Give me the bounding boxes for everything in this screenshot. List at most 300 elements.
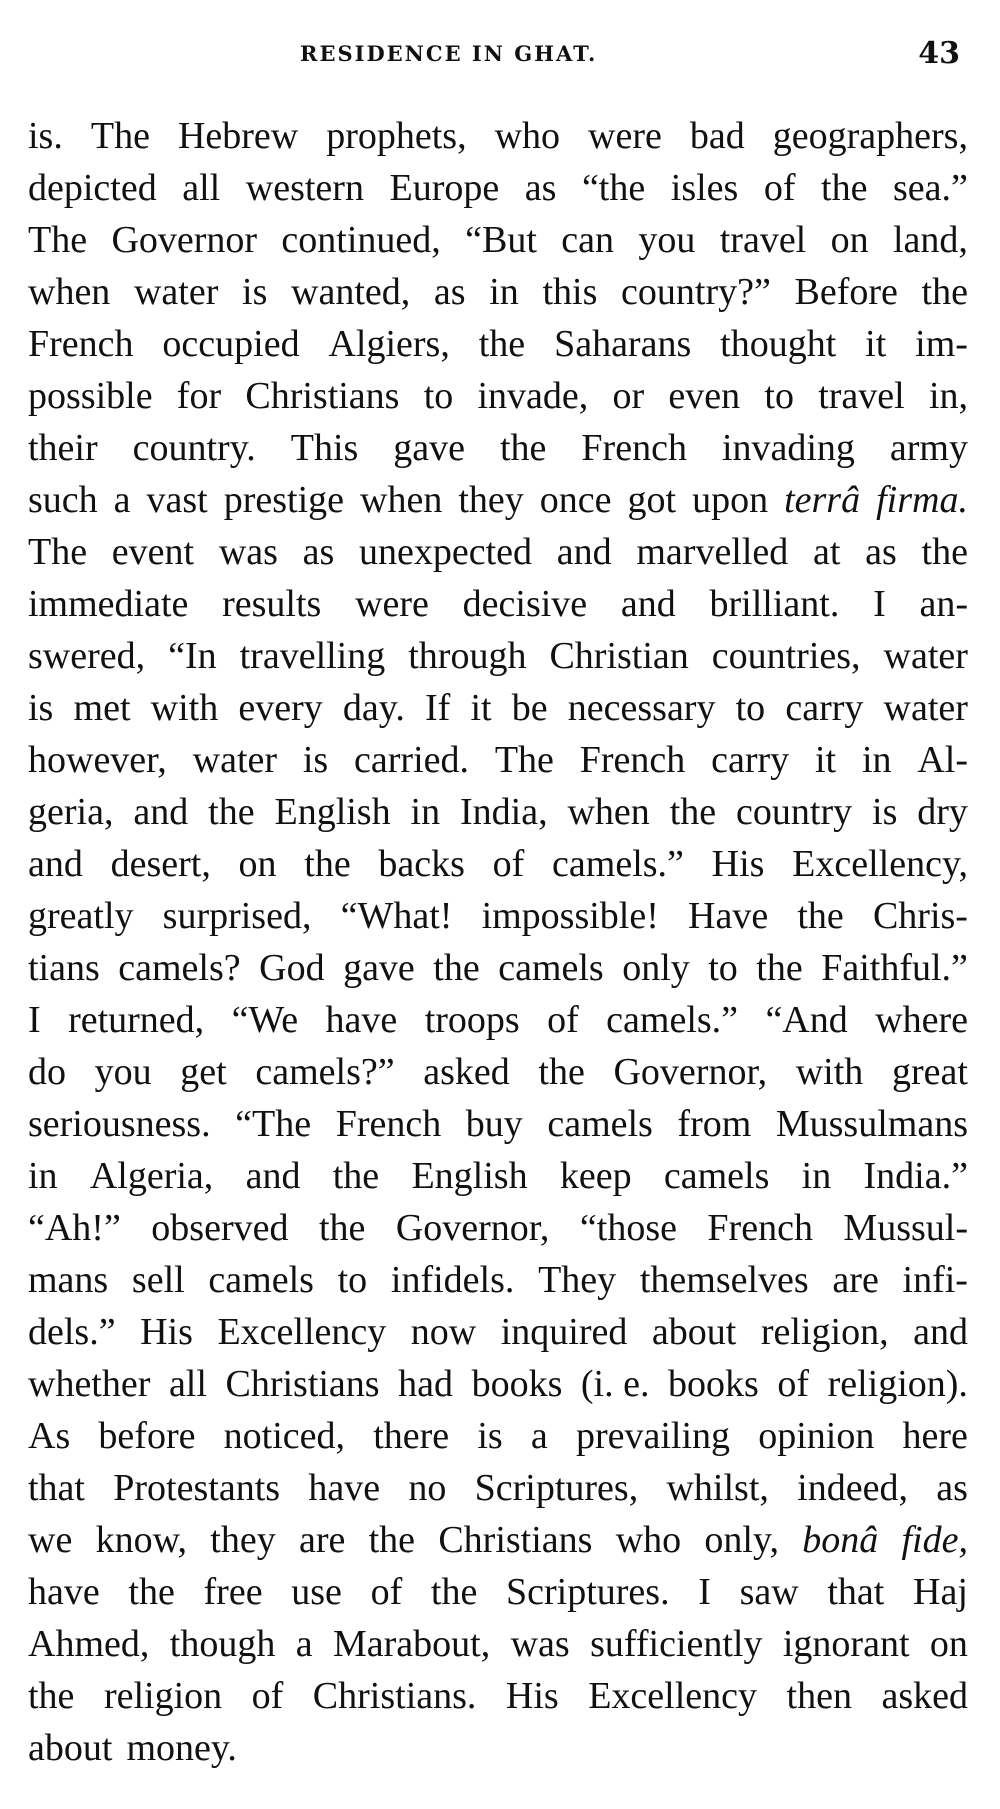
word: backs: [378, 843, 465, 885]
word: invade,: [477, 375, 589, 417]
word: money.: [126, 1727, 237, 1769]
text-line: [28, 1098, 968, 1150]
word: This: [290, 427, 359, 469]
word: water: [133, 271, 219, 313]
word: country.: [132, 427, 256, 469]
word: however,: [28, 739, 167, 781]
word: tians: [28, 947, 100, 989]
word: camels?: [118, 947, 241, 989]
word: in: [489, 271, 519, 313]
word: are: [832, 1259, 879, 1301]
word: camels: [547, 1103, 653, 1145]
word: camels?”: [255, 1051, 395, 1093]
word: sell: [131, 1259, 185, 1301]
word: im-: [915, 323, 968, 365]
word: the: [368, 1519, 416, 1561]
text-line: [28, 838, 968, 890]
text-line: [28, 1514, 968, 1566]
word: prestige: [223, 479, 345, 521]
word: Have: [688, 895, 769, 937]
word: the: [756, 947, 803, 989]
text-line: [28, 110, 968, 162]
word: French: [28, 323, 134, 365]
word: the: [921, 271, 968, 313]
word: India.”: [863, 1155, 968, 1197]
word: immediate: [28, 583, 189, 625]
word: observed: [151, 1207, 289, 1249]
word: If: [424, 687, 451, 729]
word: India,: [459, 791, 548, 833]
text-line: [28, 1410, 968, 1462]
word: mans: [28, 1259, 109, 1301]
word: to: [337, 1259, 368, 1301]
word: is: [242, 271, 268, 313]
word: religion: [103, 1675, 223, 1717]
word: of: [251, 1675, 284, 1717]
word: the: [128, 1571, 175, 1613]
text-line: [28, 422, 968, 474]
word: as: [302, 531, 335, 573]
word: water: [192, 739, 278, 781]
text-line: [28, 630, 968, 682]
word: prophets,: [326, 115, 467, 157]
text-line: [28, 1566, 968, 1618]
word: books: [668, 1363, 759, 1405]
text-line: [28, 162, 968, 214]
word: camels.”: [606, 999, 739, 1041]
word: travel: [719, 219, 807, 261]
word: dry: [917, 791, 968, 833]
word: once: [539, 479, 612, 521]
word: do: [28, 1051, 66, 1093]
word: religion,: [760, 1311, 889, 1353]
word: in: [801, 1155, 832, 1197]
word: They: [538, 1259, 617, 1301]
text-line: [28, 1618, 968, 1670]
word: water: [883, 687, 968, 729]
word: on: [238, 843, 277, 885]
word: met: [73, 687, 131, 729]
word: got: [627, 479, 677, 521]
word: the: [500, 427, 547, 469]
text-line: [28, 266, 968, 318]
word: Saharans: [554, 323, 692, 365]
word: whilst,: [666, 1467, 769, 1509]
word: troops: [424, 999, 520, 1041]
word: carry: [785, 687, 864, 729]
word: sufficiently: [590, 1623, 763, 1665]
word: the: [821, 167, 868, 209]
word: though: [169, 1623, 276, 1665]
word: dels.”: [28, 1311, 116, 1353]
word: asked: [423, 1051, 510, 1093]
word: can: [561, 219, 615, 261]
word: be: [511, 687, 548, 729]
word: His: [505, 1675, 559, 1717]
word: who: [494, 115, 561, 157]
word: “the: [581, 167, 646, 209]
word: possible: [28, 375, 153, 417]
word: camels.”: [552, 843, 684, 885]
word: Protestants: [113, 1467, 281, 1509]
word: I: [28, 999, 41, 1041]
word: I: [698, 1571, 711, 1613]
word: a: [530, 1415, 548, 1457]
word: the: [433, 947, 480, 989]
word: and: [620, 583, 676, 625]
word: was: [510, 1623, 570, 1665]
word: the: [332, 1155, 380, 1197]
word: about: [651, 1311, 737, 1353]
word: sea.”: [893, 167, 968, 209]
word: Mussul-: [843, 1207, 968, 1249]
word: no: [408, 1467, 447, 1509]
word: camels: [208, 1259, 314, 1301]
word: camels: [498, 947, 604, 989]
word: Algiers,: [328, 323, 450, 365]
word: the: [669, 791, 717, 833]
word: the: [28, 1675, 75, 1717]
word: Algeria,: [89, 1155, 214, 1197]
word: Al-: [917, 739, 968, 781]
word: an-: [919, 583, 968, 625]
word: even: [668, 375, 741, 417]
word: “Ah!”: [28, 1207, 121, 1249]
word: of: [763, 167, 796, 209]
word: The: [28, 531, 88, 573]
word: geographers,: [772, 115, 968, 157]
word: we: [28, 1519, 73, 1561]
word: country: [736, 791, 853, 833]
word: French: [579, 739, 686, 781]
word: brilliant.: [709, 583, 840, 625]
word: Scriptures,: [474, 1467, 639, 1509]
word: here: [902, 1415, 968, 1457]
word: the: [208, 791, 255, 833]
word: (i. e.: [580, 1363, 650, 1405]
word: Marabout,: [332, 1623, 491, 1665]
word: day.: [342, 687, 405, 729]
word: have: [308, 1467, 381, 1509]
word: Christians.: [312, 1675, 477, 1717]
word: religion).: [827, 1363, 968, 1405]
word: as: [524, 167, 557, 209]
word: wanted,: [291, 271, 411, 313]
word: impossible!: [481, 895, 659, 937]
word: for: [176, 375, 222, 417]
word: know,: [95, 1519, 188, 1561]
word: infi-: [902, 1259, 968, 1301]
word: use: [291, 1571, 342, 1613]
word: there: [373, 1415, 450, 1457]
word: isles: [670, 167, 739, 209]
word: only,: [704, 1519, 779, 1561]
word: Hebrew: [177, 115, 299, 157]
word: gave: [343, 947, 415, 989]
word: carry: [711, 739, 790, 781]
word: prevailing: [575, 1415, 731, 1457]
word: The: [494, 739, 554, 781]
word: it: [865, 323, 887, 365]
word: inquired: [500, 1311, 628, 1353]
word: of: [777, 1363, 810, 1405]
word: fide,: [901, 1519, 968, 1561]
word: camels: [663, 1155, 770, 1197]
text-line: [28, 942, 968, 994]
text-line: [28, 526, 968, 578]
word: their: [28, 427, 98, 469]
word: English: [411, 1155, 528, 1197]
word: surprised,: [162, 895, 312, 937]
word: as: [433, 271, 466, 313]
word: Christians: [245, 375, 400, 417]
word: you: [94, 1051, 152, 1093]
word: who: [615, 1519, 682, 1561]
word: Haj: [913, 1571, 968, 1613]
text-line: [28, 1254, 968, 1306]
word: keep: [559, 1155, 632, 1197]
word: French: [335, 1103, 442, 1145]
word: in,: [928, 375, 968, 417]
word: to: [735, 687, 766, 729]
word: you: [638, 219, 696, 261]
body-text: [28, 110, 968, 1774]
word: Governor,: [613, 1051, 768, 1093]
word: buy: [465, 1103, 523, 1145]
word: from: [677, 1103, 752, 1145]
word: As: [28, 1415, 71, 1457]
word: vast: [146, 479, 208, 521]
word: country?”: [621, 271, 771, 313]
word: are: [298, 1519, 346, 1561]
word: travelling: [239, 635, 386, 677]
word: asked: [881, 1675, 968, 1717]
text-line: [28, 370, 968, 422]
word: is: [477, 1415, 503, 1457]
text-line: [28, 318, 968, 370]
word: results: [222, 583, 322, 625]
word: carried.: [354, 739, 470, 781]
word: “In: [168, 635, 217, 677]
word: is: [302, 739, 329, 781]
word: a: [295, 1623, 313, 1665]
word: army: [889, 427, 968, 469]
word: the: [797, 895, 844, 937]
word: through: [408, 635, 527, 677]
word: before: [98, 1415, 196, 1457]
text-line: [28, 1670, 968, 1722]
word: infidels.: [390, 1259, 515, 1301]
word: when: [567, 791, 650, 833]
word: such: [28, 479, 98, 521]
word: when: [360, 479, 443, 521]
word: where: [875, 999, 968, 1041]
word: and: [245, 1155, 301, 1197]
word: all: [168, 1363, 207, 1405]
word: free: [203, 1571, 263, 1613]
word: seriousness.: [28, 1103, 211, 1145]
word: travel: [818, 375, 905, 417]
word: that: [827, 1571, 885, 1613]
word: to: [708, 947, 738, 989]
text-line: [28, 214, 968, 266]
word: land,: [892, 219, 968, 261]
word: the: [318, 1207, 366, 1249]
word: bad: [689, 115, 745, 157]
word: every: [238, 687, 323, 729]
word: water: [883, 635, 968, 677]
word: is.: [28, 115, 63, 157]
word: with: [795, 1051, 864, 1093]
word: a: [113, 479, 131, 521]
word: was: [218, 531, 278, 573]
word: have: [28, 1571, 100, 1613]
word: it: [814, 739, 837, 781]
word: occupied: [162, 323, 300, 365]
word: “The: [235, 1103, 312, 1145]
word: upon: [692, 479, 769, 521]
word: invading: [721, 427, 855, 469]
word: that: [28, 1467, 85, 1509]
word: then: [786, 1675, 852, 1717]
text-line: [28, 578, 968, 630]
word: The: [90, 115, 150, 157]
word: it: [470, 687, 492, 729]
word: necessary: [567, 687, 716, 729]
text-line: [28, 1150, 968, 1202]
text-line: [28, 890, 968, 942]
word: swered,: [28, 635, 146, 677]
word: only: [622, 947, 690, 989]
word: Excellency: [588, 1675, 758, 1717]
word: The: [28, 219, 88, 261]
word: in: [410, 791, 441, 833]
word: great: [891, 1051, 968, 1093]
word: to: [764, 375, 794, 417]
word: and: [913, 1311, 968, 1353]
word: get: [180, 1051, 227, 1093]
text-line: [28, 682, 968, 734]
word: greatly: [28, 895, 134, 937]
word: thought: [720, 323, 837, 365]
word: of: [547, 999, 579, 1041]
word: about: [28, 1727, 113, 1769]
word: as: [936, 1467, 968, 1509]
word: they: [458, 479, 524, 521]
word: Before: [794, 271, 898, 313]
text-line: [28, 1358, 968, 1410]
text-line: [28, 734, 968, 786]
word: were: [588, 115, 662, 157]
word: on: [929, 1623, 968, 1665]
word: decisive: [462, 583, 588, 625]
running-title: RESIDENCE IN GHAT.: [300, 41, 598, 66]
word: now: [410, 1311, 477, 1353]
word: “But: [465, 219, 537, 261]
word: and: [556, 531, 612, 573]
text-line: [28, 1306, 968, 1358]
word: the: [538, 1051, 585, 1093]
word: this: [542, 271, 598, 313]
word: with: [150, 687, 219, 729]
word: Chris-: [872, 895, 968, 937]
word: indeed,: [797, 1467, 908, 1509]
word: the: [921, 531, 968, 573]
word: had: [398, 1363, 454, 1405]
word: the: [478, 323, 526, 365]
text-line: [28, 994, 968, 1046]
word: “And: [765, 999, 848, 1041]
word: English: [274, 791, 391, 833]
word: gave: [393, 427, 466, 469]
word: in: [861, 739, 892, 781]
word: on: [830, 219, 869, 261]
word: unexpected: [359, 531, 533, 573]
word: French: [581, 427, 687, 469]
running-head: [0, 34, 1000, 74]
word: desert,: [110, 843, 211, 885]
word: “What!: [340, 895, 453, 937]
word: God: [259, 947, 325, 989]
text-line: [28, 1202, 968, 1254]
word: as: [865, 531, 897, 573]
word: His: [711, 843, 765, 885]
word: when: [28, 271, 111, 313]
word: and: [28, 843, 83, 885]
word: Faithful.”: [821, 947, 968, 989]
word: noticed,: [223, 1415, 346, 1457]
word: His: [140, 1311, 193, 1353]
page-number: 43: [918, 36, 960, 71]
word: “We: [231, 999, 299, 1041]
word: is: [28, 687, 54, 729]
word: Governor: [111, 219, 258, 261]
word: Christians: [225, 1363, 380, 1405]
word: Mussulmans: [775, 1103, 968, 1145]
word: books: [471, 1363, 563, 1405]
text-line: [28, 474, 968, 526]
word: have: [325, 999, 398, 1041]
word: themselves: [639, 1259, 809, 1301]
word: Christian: [549, 635, 689, 677]
word: Christians: [438, 1519, 593, 1561]
word: saw: [739, 1571, 799, 1613]
word: I: [873, 583, 886, 625]
word: depicted: [28, 167, 157, 209]
word: all: [182, 167, 221, 209]
word: marvelled: [636, 531, 789, 573]
word: Ahmed,: [28, 1623, 150, 1665]
word: Governor,: [395, 1207, 550, 1249]
word: French: [707, 1207, 813, 1249]
text-line: [28, 786, 968, 838]
word: the: [430, 1571, 478, 1613]
word: is: [872, 791, 898, 833]
word: Europe: [389, 167, 500, 209]
word: Excellency: [217, 1311, 387, 1353]
word: the: [304, 843, 351, 885]
word: opinion: [758, 1415, 875, 1457]
word: geria,: [28, 791, 114, 833]
word: event: [111, 531, 195, 573]
word: or: [612, 375, 645, 417]
word: were: [355, 583, 429, 625]
word: whether: [28, 1363, 151, 1405]
word: and: [133, 791, 189, 833]
word: “those: [579, 1207, 677, 1249]
word: they: [210, 1519, 276, 1561]
word: continued,: [281, 219, 441, 261]
